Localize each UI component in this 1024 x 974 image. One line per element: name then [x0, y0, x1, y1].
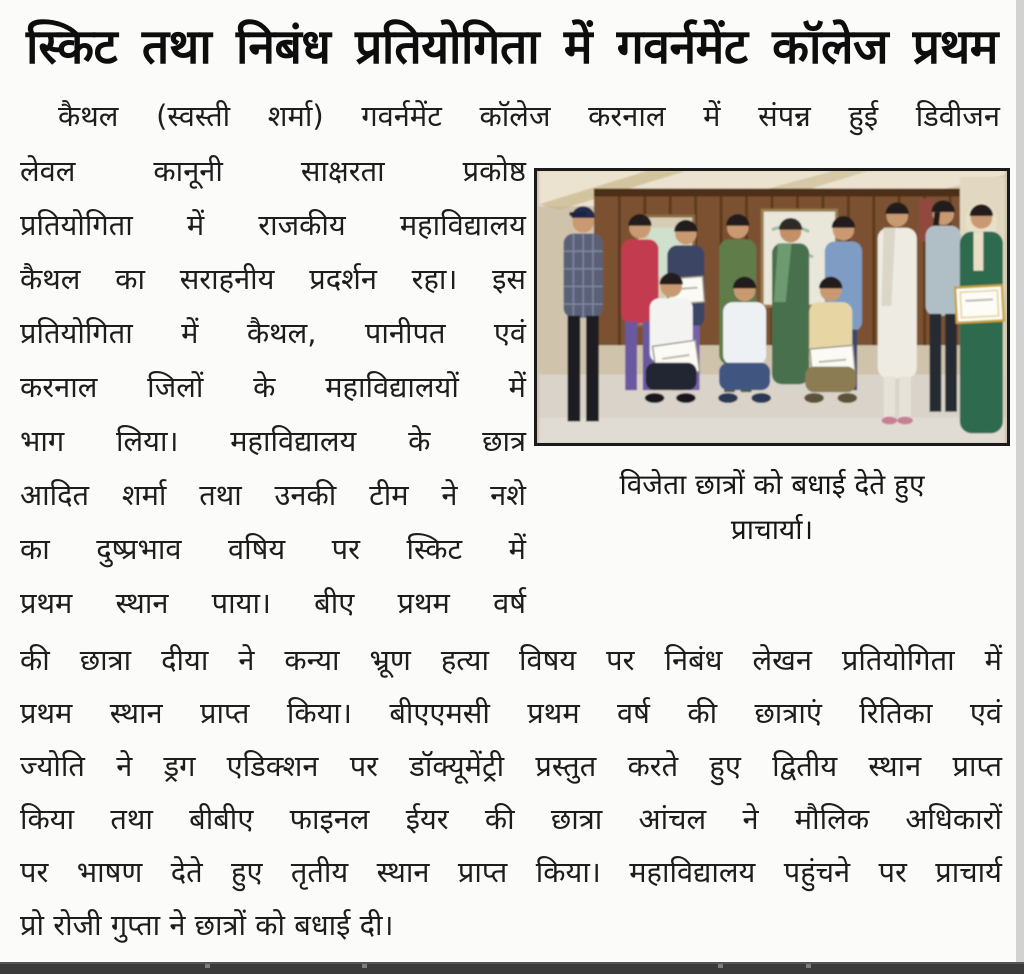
body-line: प्रो रोजी गुप्ता ने छात्रों को बधाई दी।: [20, 908, 394, 943]
body-line: करनाल जिलों के महाविद्यालयों में: [20, 370, 526, 405]
body-line: प्रतियोगिता में कैथल, पानीपत एवं: [20, 316, 526, 351]
photo-caption-line1: विजेता छात्रों को बधाई देते हुए: [619, 468, 925, 501]
group-photo: [534, 168, 1010, 446]
scan-edge: [1016, 0, 1024, 962]
body-line: की छात्रा दीया ने कन्या भ्रूण हत्या विषय पर निबंध लेखन प्रतियोगिता में: [20, 643, 1002, 678]
body-line: कैथल का सराहनीय प्रदर्शन रहा। इस: [20, 262, 526, 297]
next-article-top-edge: [0, 962, 1024, 974]
bar-gap: [718, 964, 723, 968]
body-line: किया तथा बीबीए फाइनल ईयर की छात्रा आंचल ने मौलिक अधिकारों: [20, 802, 1002, 837]
body-line: प्रथम स्थान प्राप्त किया। बीएएमसी प्रथम वर्ष की छात्राएं रितिका एवं: [20, 696, 1002, 731]
bar-gap: [806, 964, 811, 968]
article-headline: स्किट तथा निबंध प्रतियोगिता में गवर्नमेंट कॉलेज प्रथम: [26, 19, 998, 75]
photo-block: [534, 168, 1016, 552]
body-line: पर भाषण देते हुए तृतीय स्थान प्राप्त किया। महाविद्यालय पहुंचने पर प्राचार्य: [20, 855, 1002, 890]
person-woman-green-dress-certificate: [955, 202, 1004, 433]
body-line: प्रथम स्थान पाया। बीए प्रथम वर्ष: [20, 586, 526, 621]
bar-gap: [205, 964, 210, 968]
photo-caption: [534, 462, 1010, 552]
article-intro-line: कैथल (स्वस्ती शर्मा) गवर्नमेंट कॉलेज करनाल में संपन्न हुई डिवीजन: [58, 99, 1000, 134]
bar-gap: [362, 964, 367, 968]
body-line: लेवल कानूनी साक्षरता प्रकोष्ठ: [20, 154, 526, 189]
body-line: प्रतियोगिता में राजकीय महाविद्यालय: [20, 208, 526, 243]
certificate-gold-icon: [955, 285, 1004, 323]
body-line: भाग लिया। महाविद्यालय के छात्र: [20, 424, 526, 459]
article-full-width-column: [20, 634, 1002, 952]
body-line: ज्योति ने ड्रग एडिक्शन पर डॉक्यूमेंट्री प्रस्तुत करते हुए द्वितीय स्थान प्राप्त: [20, 749, 1002, 784]
body-line: का दुष्प्रभाव वषिय पर स्किट में: [20, 532, 526, 567]
body-line: आदित शर्मा तथा उनकी टीम ने नशे: [20, 478, 526, 513]
article-left-column: [20, 144, 526, 630]
photo-caption-line2: प्राचार्या।: [730, 513, 814, 546]
